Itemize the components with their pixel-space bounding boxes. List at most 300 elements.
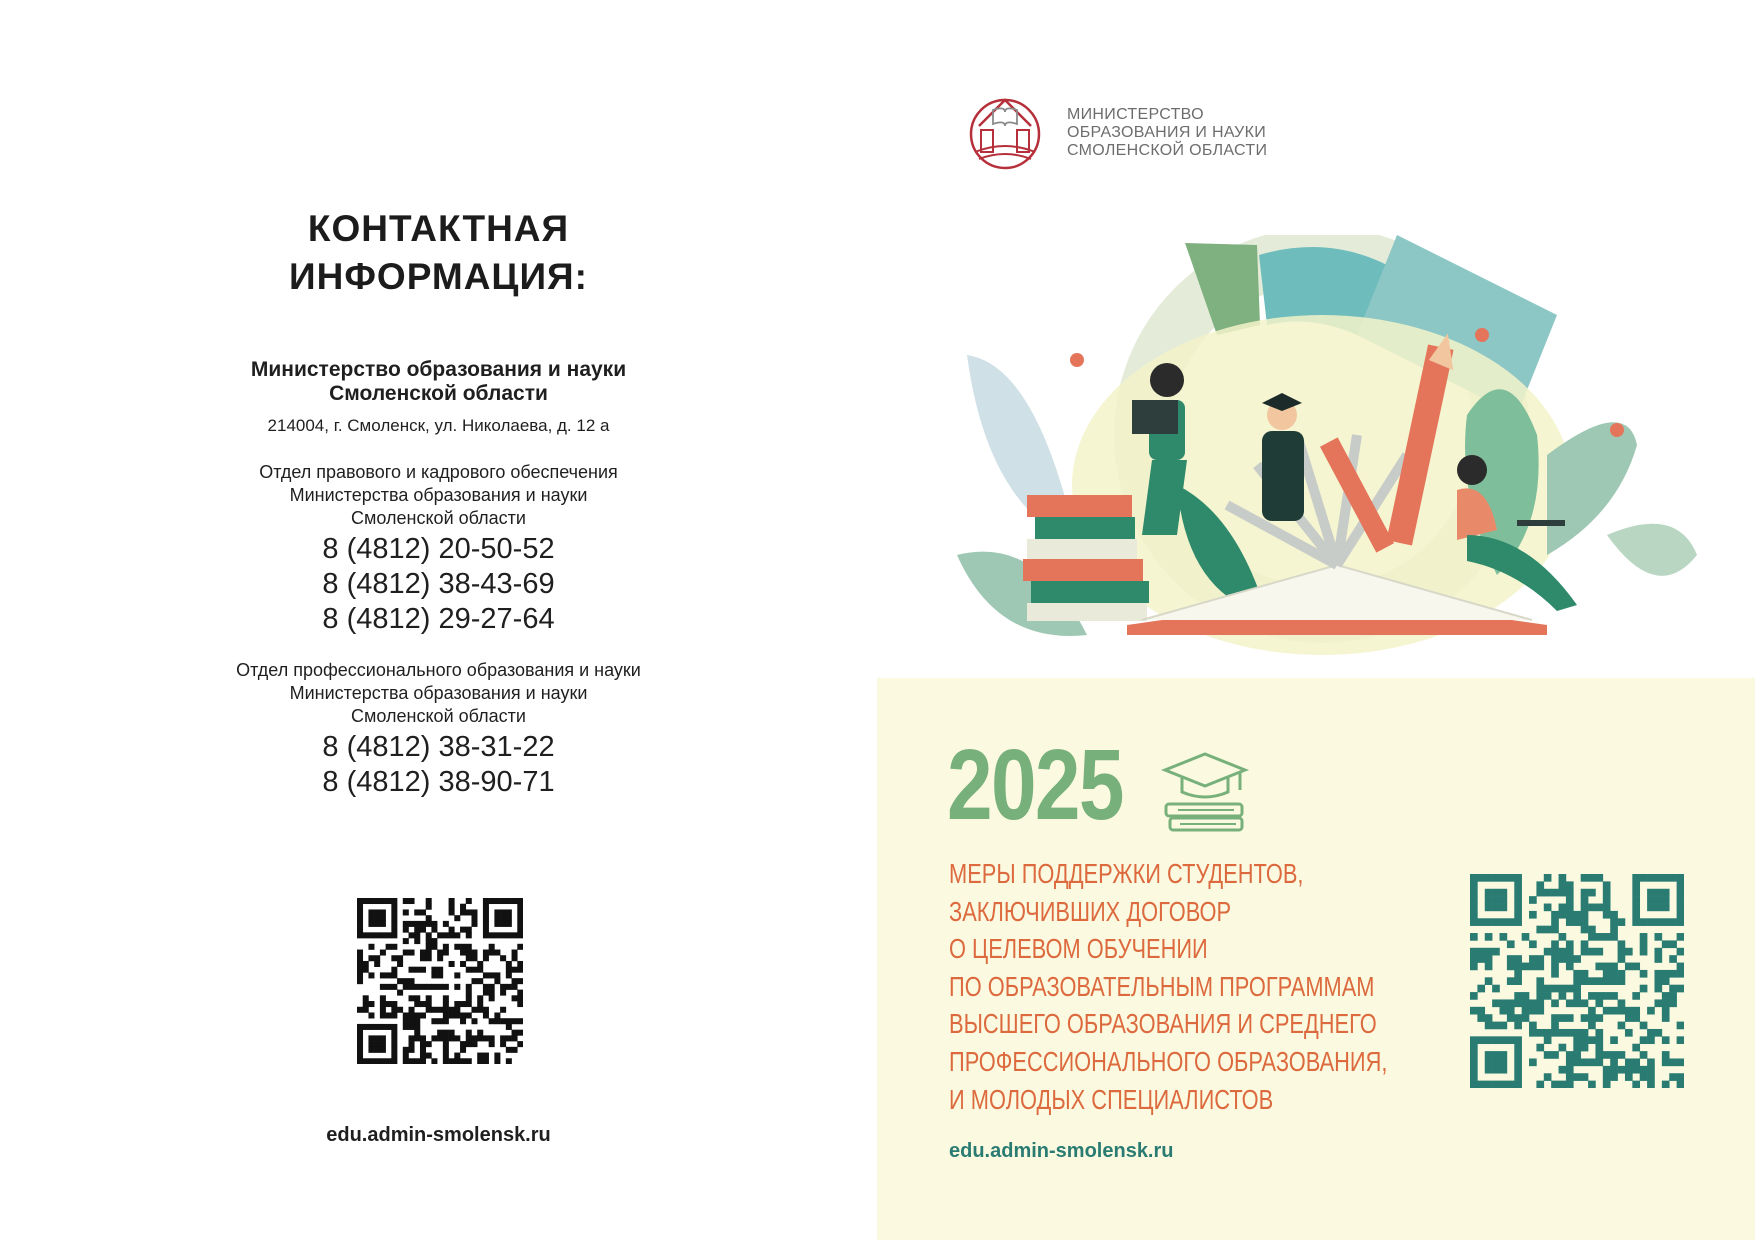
qr-module	[1536, 992, 1544, 1000]
qr-module	[460, 1041, 466, 1047]
qr-module	[1559, 881, 1567, 889]
qr-module	[1500, 889, 1508, 897]
qr-module	[414, 1035, 420, 1041]
qr-module	[454, 915, 460, 921]
qr-module	[443, 932, 449, 938]
qr-module	[391, 984, 397, 990]
qr-module	[1559, 1014, 1567, 1022]
qr-module	[1477, 955, 1485, 963]
phone-number: 8 (4812) 29-27-64	[322, 603, 555, 635]
qr-module	[1551, 1029, 1559, 1037]
qr-module	[357, 1007, 363, 1013]
qr-module	[1551, 948, 1559, 956]
qr-module	[494, 1058, 500, 1064]
qr-module	[368, 921, 374, 927]
qr-module	[489, 1018, 495, 1024]
qr-module	[454, 1001, 460, 1007]
qr-module	[460, 950, 466, 956]
qr-module	[449, 898, 455, 904]
qr-module	[374, 921, 380, 927]
qr-module	[466, 909, 472, 915]
qr-module	[1595, 904, 1603, 912]
qr-module	[1662, 1014, 1670, 1022]
qr-module	[1669, 999, 1677, 1007]
qr-module	[1610, 1073, 1618, 1081]
qr-module	[1603, 992, 1611, 1000]
qr-module	[357, 915, 363, 921]
qr-module	[426, 1001, 432, 1007]
qr-module	[1514, 1081, 1522, 1088]
brochure-subtitle: МЕРЫ ПОДДЕРЖКИ СТУДЕНТОВ, ЗАКЛЮЧИВШИХ ДОГОВОР О ЦЕЛЕВОМ ОБУЧЕНИИ ПО ОБРАЗОВАТЕЛЬНЫМ ПРОГРАММАМ ВЫСШЕГО ОБРАЗОВАНИЯ И СРЕДНЕГО ПРОФЕССИОНАЛЬНОГО ОБРАЗОВАНИЯ, И МОЛОДЫХ СПЕЦИАЛИСТОВ	[949, 858, 1388, 1115]
qr-module	[517, 990, 523, 996]
qr-module	[454, 932, 460, 938]
qr-module	[1551, 918, 1559, 926]
qr-module	[1559, 1081, 1567, 1088]
qr-module	[437, 1030, 443, 1036]
qr-module	[368, 1024, 374, 1030]
qr-module	[1566, 918, 1574, 926]
qr-module	[386, 1012, 392, 1018]
qr-module	[517, 915, 523, 921]
qr-module	[1470, 992, 1478, 1000]
qr-module	[1581, 1014, 1589, 1022]
qr-module	[1559, 904, 1567, 912]
qr-module	[460, 1012, 466, 1018]
qr-module	[391, 1058, 397, 1064]
qr-module	[437, 1018, 443, 1024]
qr-module	[1647, 1066, 1655, 1074]
qr-module	[420, 1012, 426, 1018]
qr-module	[512, 932, 518, 938]
qr-module	[1573, 955, 1581, 963]
qr-module	[414, 1058, 420, 1064]
qr-module	[1551, 985, 1559, 993]
qr-module	[1485, 955, 1493, 963]
qr-module	[420, 1001, 426, 1007]
qr-module	[1640, 1051, 1648, 1059]
qr-module	[460, 1018, 466, 1024]
qr-module	[1581, 1058, 1589, 1066]
qr-module	[483, 921, 489, 927]
qr-module	[1677, 1073, 1684, 1081]
qr-module	[391, 915, 397, 921]
qr-module	[1485, 977, 1493, 985]
qr-module	[1559, 992, 1567, 1000]
qr-module	[500, 955, 506, 961]
qr-module	[1522, 1014, 1530, 1022]
qr-module	[477, 1001, 483, 1007]
qr-module	[1640, 918, 1648, 926]
qr-module	[1551, 970, 1559, 978]
qr-module	[403, 1053, 409, 1059]
qr-module	[1654, 874, 1662, 882]
qr-module	[506, 921, 512, 927]
qr-module	[1581, 1073, 1589, 1081]
qr-module	[380, 909, 386, 915]
qr-module	[489, 1041, 495, 1047]
qr-module	[1573, 1073, 1581, 1081]
qr-module	[489, 944, 495, 950]
qr-module	[363, 961, 369, 967]
qr-module	[1566, 1081, 1574, 1088]
qr-module	[1500, 999, 1508, 1007]
qr-module	[1470, 1073, 1478, 1081]
qr-module	[1610, 933, 1618, 941]
qr-module	[1529, 1058, 1537, 1066]
qr-module	[1632, 896, 1640, 904]
qr-module	[1507, 955, 1515, 963]
phone-number: 8 (4812) 38-31-22	[322, 731, 555, 763]
qr-module	[1470, 874, 1478, 882]
qr-module	[386, 984, 392, 990]
qr-module	[460, 1001, 466, 1007]
qr-module	[426, 1007, 432, 1013]
qr-module	[466, 1012, 472, 1018]
qr-module	[1647, 889, 1655, 897]
website-link[interactable]: edu.admin-smolensk.ru	[326, 1124, 551, 1146]
qr-module	[357, 1035, 363, 1041]
qr-module	[374, 1058, 380, 1064]
qr-module	[1677, 874, 1684, 882]
qr-module	[1662, 999, 1670, 1007]
qr-module	[414, 1030, 420, 1036]
qr-module	[494, 978, 500, 984]
qr-module	[1500, 918, 1508, 926]
qr-module	[1618, 1007, 1626, 1015]
qr-module	[1581, 911, 1589, 919]
qr-module	[1662, 1051, 1670, 1059]
qr-module	[368, 1047, 374, 1053]
qr-module	[1618, 977, 1626, 985]
qr-module	[1536, 1081, 1544, 1088]
qr-module	[1544, 926, 1552, 934]
qr-module	[1507, 940, 1515, 948]
qr-module	[1662, 1081, 1670, 1088]
qr-module	[1677, 889, 1684, 897]
qr-module	[431, 938, 437, 944]
qr-module	[414, 921, 420, 927]
qr-module	[1536, 955, 1544, 963]
qr-module	[1640, 1066, 1648, 1074]
qr-module	[1492, 948, 1500, 956]
qr-module	[483, 932, 489, 938]
qr-module	[500, 921, 506, 927]
qr-module	[449, 1012, 455, 1018]
qr-module	[500, 990, 506, 996]
qr-module	[1485, 1022, 1493, 1030]
qr-module	[386, 1024, 392, 1030]
qr-module	[512, 1030, 518, 1036]
qr-module	[1625, 1066, 1633, 1074]
qr-module	[1632, 918, 1640, 926]
qr-module	[449, 904, 455, 910]
qr-module	[466, 990, 472, 996]
qr-module	[426, 944, 432, 950]
qr-module	[1588, 977, 1596, 985]
qr-module	[1529, 955, 1537, 963]
qr-module	[357, 932, 363, 938]
qr-module	[374, 1047, 380, 1053]
qr-module	[483, 904, 489, 910]
qr-module	[1566, 896, 1574, 904]
qr-module	[1632, 889, 1640, 897]
qr-module	[409, 1024, 415, 1030]
qr-module	[1573, 1051, 1581, 1059]
qr-module	[1559, 889, 1567, 897]
qr-module	[494, 932, 500, 938]
qr-module	[420, 1041, 426, 1047]
qr-module	[357, 978, 363, 984]
qr-module	[1559, 1066, 1567, 1074]
qr-module	[391, 1053, 397, 1059]
qr-module	[483, 950, 489, 956]
qr-module	[426, 921, 432, 927]
qr-module	[374, 955, 380, 961]
qr-module	[1529, 1029, 1537, 1037]
qr-module	[1470, 948, 1478, 956]
qr-module	[380, 950, 386, 956]
qr-module	[368, 1012, 374, 1018]
qr-module	[1595, 1014, 1603, 1022]
qr-module	[1566, 881, 1574, 889]
qr-module	[420, 1047, 426, 1053]
qr-module	[414, 1001, 420, 1007]
qr-module	[368, 1058, 374, 1064]
website-link[interactable]: edu.admin-smolensk.ru	[949, 1140, 1174, 1162]
back-cover-page	[0, 0, 877, 1240]
qr-module	[1477, 1036, 1485, 1044]
qr-module	[466, 1001, 472, 1007]
qr-module	[1492, 999, 1500, 1007]
qr-module	[1662, 896, 1670, 904]
qr-module	[1544, 1029, 1552, 1037]
qr-module	[1581, 904, 1589, 912]
qr-module	[357, 1030, 363, 1036]
qr-module	[1573, 992, 1581, 1000]
qr-module	[1632, 1014, 1640, 1022]
qr-module	[1618, 1051, 1626, 1059]
qr-module	[477, 967, 483, 973]
qr-module	[1588, 933, 1596, 941]
qr-module	[391, 904, 397, 910]
qr-module	[357, 904, 363, 910]
phone-number: 8 (4812) 38-43-69	[322, 568, 555, 600]
qr-module	[1559, 985, 1567, 993]
qr-module	[477, 1030, 483, 1036]
qr-module	[1573, 977, 1581, 985]
qr-module	[1492, 874, 1500, 882]
qr-module	[1500, 896, 1508, 904]
qr-module	[517, 944, 523, 950]
qr-module	[494, 921, 500, 927]
qr-module	[1625, 1014, 1633, 1022]
qr-module	[409, 898, 415, 904]
qr-module	[363, 995, 369, 1001]
qr-module	[374, 909, 380, 915]
qr-module	[1536, 889, 1544, 897]
qr-module	[1654, 933, 1662, 941]
qr-module	[414, 932, 420, 938]
qr-module	[1647, 1029, 1655, 1037]
qr-module	[431, 1018, 437, 1024]
qr-module	[1544, 874, 1552, 882]
qr-module	[1610, 1007, 1618, 1015]
qr-module	[1529, 911, 1537, 919]
qr-module	[357, 1041, 363, 1047]
qr-module	[466, 955, 472, 961]
qr-module	[368, 915, 374, 921]
qr-module	[1610, 926, 1618, 934]
qr-module	[420, 1053, 426, 1059]
qr-module	[1573, 970, 1581, 978]
qr-module	[420, 955, 426, 961]
qr-module	[397, 1007, 403, 1013]
qr-module	[1551, 999, 1559, 1007]
qr-module	[1566, 889, 1574, 897]
qr-module	[1677, 1036, 1684, 1044]
front-cover-page	[877, 0, 1755, 1240]
qr-module	[1573, 1036, 1581, 1044]
organization-name: Министерство образования и науки Смоленской области	[250, 358, 627, 405]
qr-module	[403, 927, 409, 933]
qr-module	[1500, 1051, 1508, 1059]
qr-module	[1603, 896, 1611, 904]
qr-module	[1514, 992, 1522, 1000]
qr-module	[1477, 1081, 1485, 1088]
qr-module	[368, 1041, 374, 1047]
ministry-logo-icon	[967, 96, 1047, 170]
qr-module	[391, 1007, 397, 1013]
qr-module	[477, 961, 483, 967]
qr-module	[1544, 985, 1552, 993]
qr-module	[443, 1035, 449, 1041]
qr-module	[512, 898, 518, 904]
qr-module	[517, 978, 523, 984]
qr-module	[357, 967, 363, 973]
qr-module	[1566, 940, 1574, 948]
qr-module	[437, 955, 443, 961]
qr-module	[1514, 1014, 1522, 1022]
qr-module	[437, 932, 443, 938]
qr-module	[506, 898, 512, 904]
qr-module	[363, 1024, 369, 1030]
qr-module	[500, 1041, 506, 1047]
qr-module	[403, 1012, 409, 1018]
qr-module	[1551, 940, 1559, 948]
qr-module	[1647, 1036, 1655, 1044]
qr-module	[391, 927, 397, 933]
qr-module	[449, 1035, 455, 1041]
qr-module	[374, 1024, 380, 1030]
qr-module	[460, 1047, 466, 1053]
qr-module	[1470, 881, 1478, 889]
qr-module	[426, 950, 432, 956]
qr-module	[1514, 977, 1522, 985]
qr-module	[1632, 1044, 1640, 1052]
qr-module	[1610, 1036, 1618, 1044]
qr-module	[409, 978, 415, 984]
qr-module	[1588, 992, 1596, 1000]
qr-module	[512, 950, 518, 956]
qr-module	[466, 1030, 472, 1036]
qr-module	[1677, 904, 1684, 912]
qr-module	[1618, 970, 1626, 978]
qr-module	[1573, 1058, 1581, 1066]
qr-module	[1669, 955, 1677, 963]
qr-module	[1536, 1007, 1544, 1015]
qr-module	[1632, 911, 1640, 919]
qr-module	[1477, 918, 1485, 926]
qr-module	[420, 984, 426, 990]
qr-module	[1640, 985, 1648, 993]
qr-module	[1566, 904, 1574, 912]
qr-module	[443, 1053, 449, 1059]
qr-module	[1485, 933, 1493, 941]
qr-module	[466, 967, 472, 973]
qr-module	[517, 1030, 523, 1036]
qr-module	[1677, 948, 1684, 956]
qr-module	[409, 967, 415, 973]
qr-module	[1581, 970, 1589, 978]
qr-module	[380, 1058, 386, 1064]
qr-module	[1647, 896, 1655, 904]
qr-module	[471, 955, 477, 961]
department-legal: Отдел правового и кадрового обеспечения Министерства образования и науки Смоленской области	[259, 462, 618, 528]
qr-module	[449, 961, 455, 967]
qr-module	[1603, 1081, 1611, 1088]
qr-module	[431, 972, 437, 978]
qr-module	[431, 944, 437, 950]
qr-module	[380, 1001, 386, 1007]
qr-module	[454, 1007, 460, 1013]
qr-module	[1647, 1007, 1655, 1015]
qr-module	[466, 932, 472, 938]
qr-module	[1669, 1058, 1677, 1066]
qr-module	[1566, 985, 1574, 993]
qr-module	[1551, 911, 1559, 919]
qr-module	[1536, 881, 1544, 889]
qr-module	[1485, 918, 1493, 926]
qr-module	[1470, 1044, 1478, 1052]
qr-module	[1603, 889, 1611, 897]
qr-module	[1573, 911, 1581, 919]
qr-module	[426, 915, 432, 921]
qr-module	[494, 898, 500, 904]
department-professional-phones	[0, 730, 877, 800]
qr-module	[494, 1053, 500, 1059]
qr-module	[443, 1030, 449, 1036]
qr-module	[1595, 1036, 1603, 1044]
qr-module	[1654, 904, 1662, 912]
qr-module	[386, 1001, 392, 1007]
qr-module	[397, 961, 403, 967]
qr-module	[512, 978, 518, 984]
qr-module	[1625, 1073, 1633, 1081]
qr-module	[380, 1035, 386, 1041]
qr-module	[1485, 874, 1493, 882]
qr-module	[1662, 904, 1670, 912]
qr-module	[1492, 1051, 1500, 1059]
qr-module	[454, 1012, 460, 1018]
qr-module	[363, 932, 369, 938]
qr-module	[1603, 933, 1611, 941]
qr-module	[471, 909, 477, 915]
qr-module	[1470, 955, 1478, 963]
qr-module	[1470, 933, 1478, 941]
qr-module	[380, 932, 386, 938]
qr-module	[1566, 999, 1574, 1007]
qr-code-icon	[1470, 874, 1684, 1088]
